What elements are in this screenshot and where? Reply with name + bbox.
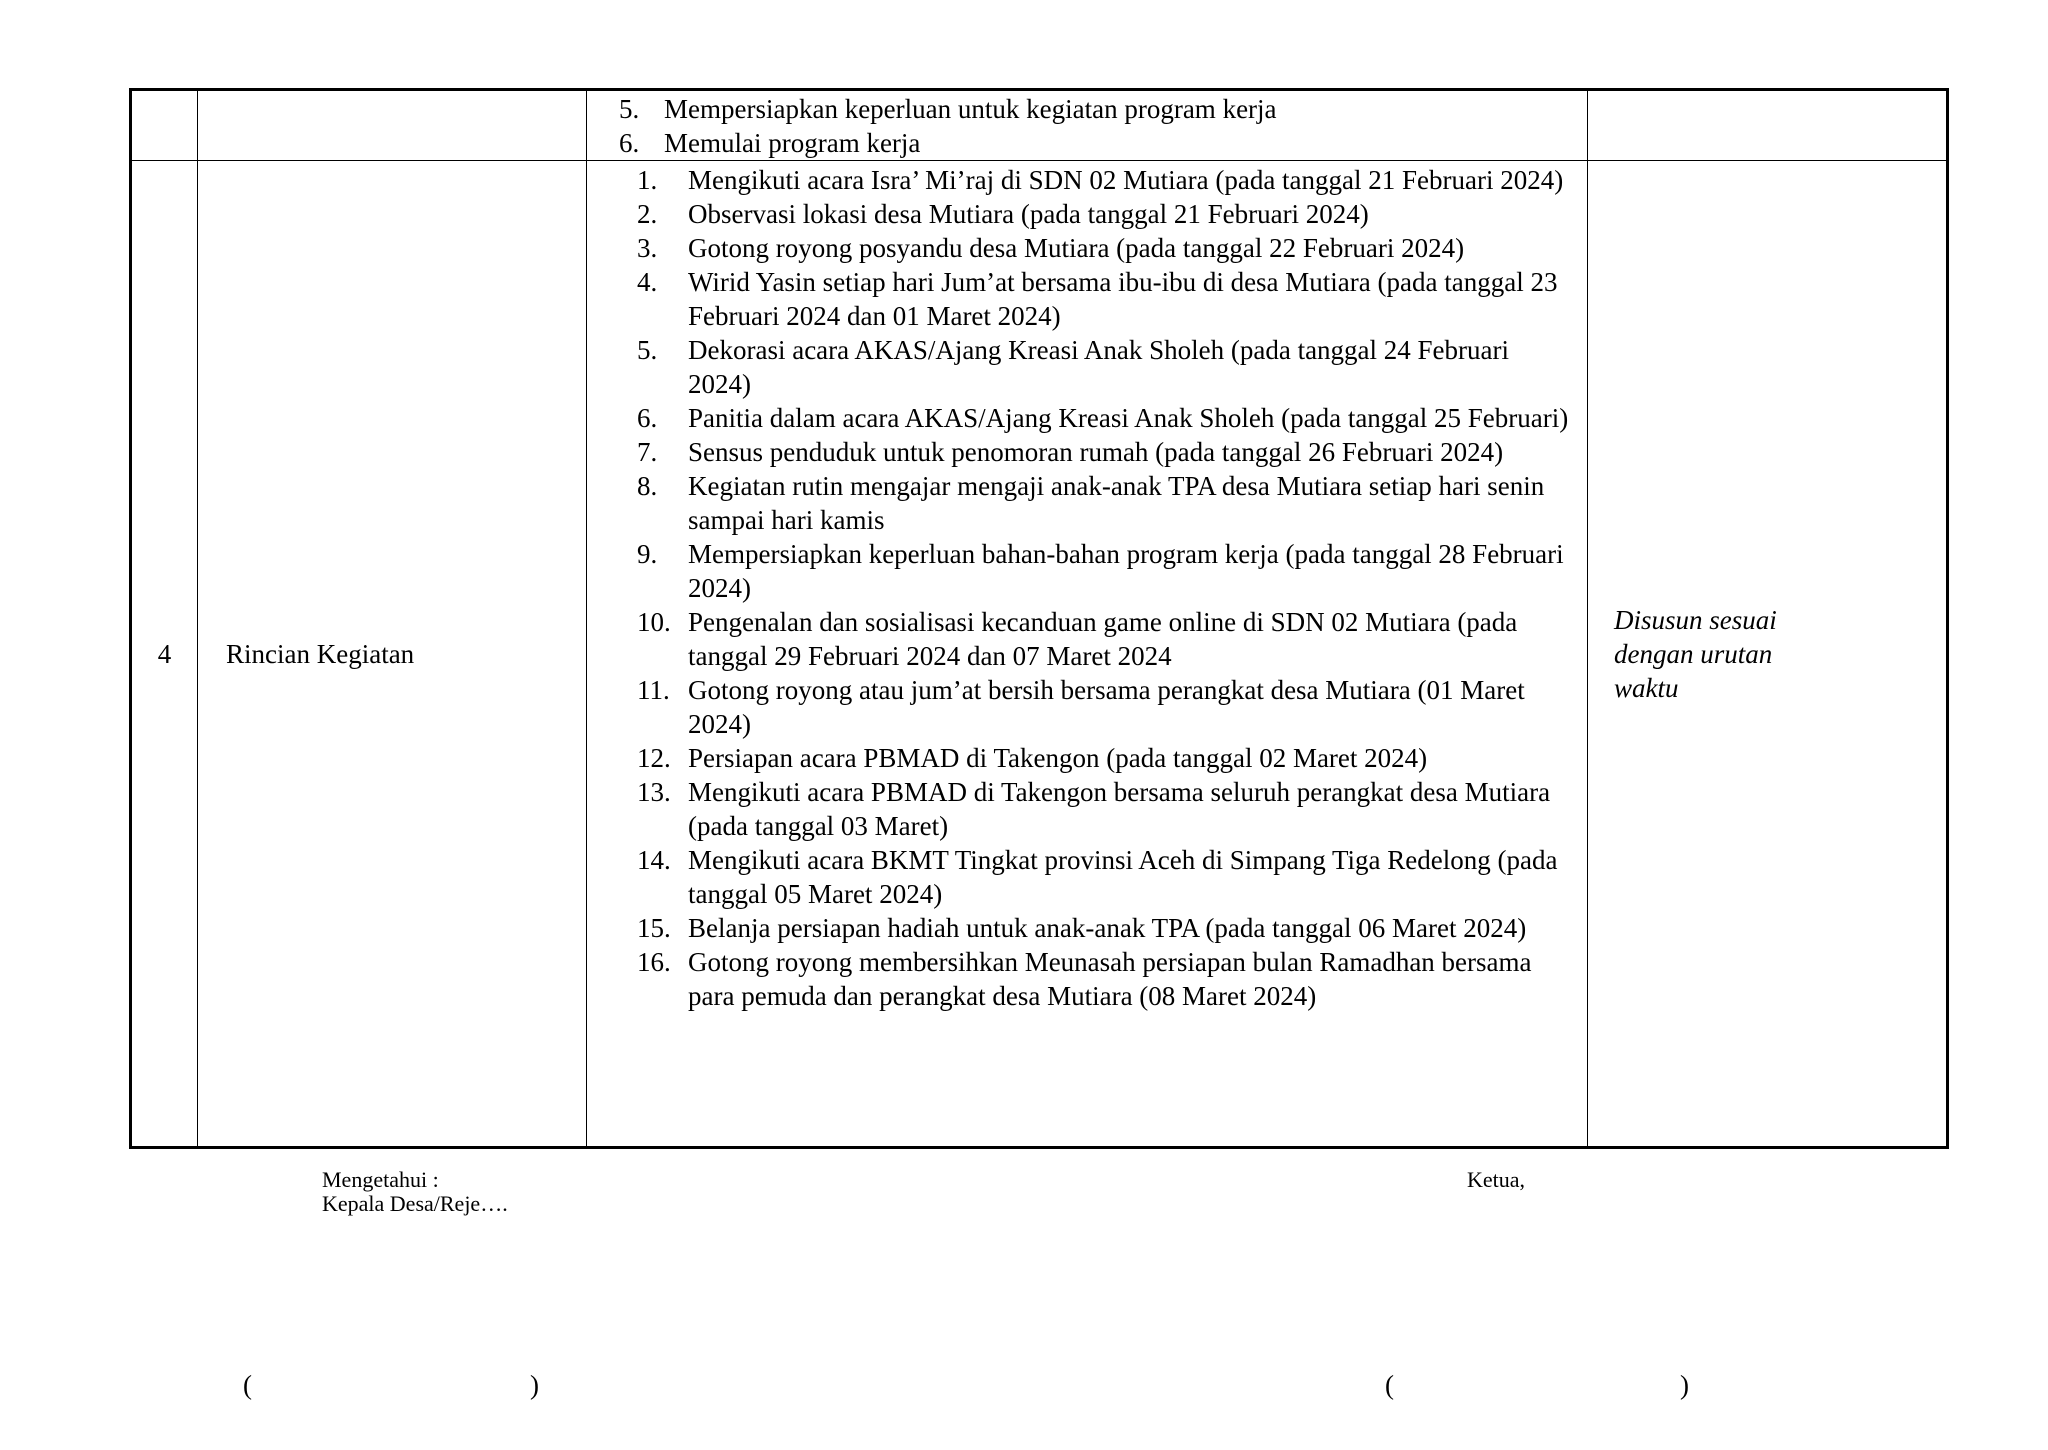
list-item-number: 8. (637, 471, 658, 501)
list-item (587, 843, 1577, 911)
list-item-text: Mengikuti acara PBMAD di Takengon bersama seluruh perangkat desa Mutiara (pada tanggal 03 Maret) (688, 777, 1551, 841)
list-item (587, 469, 1577, 537)
list-item-text: Persiapan acara PBMAD di Takengon (pada tanggal 02 Maret 2024) (688, 743, 1428, 773)
list-item-number: 14. (637, 845, 671, 875)
list-item-text: Kegiatan rutin mengajar mengaji anak-anak TPA desa Mutiara setiap hari senin sampai hari kamis (688, 471, 1545, 535)
note-cell (1588, 161, 1948, 1148)
list-item-number: 9. (637, 539, 658, 569)
list-item-text: Gotong royong posyandu desa Mutiara (pada tanggal 22 Februari 2024) (688, 233, 1465, 263)
list-item-text: Sensus penduduk untuk penomoran rumah (pada tanggal 26 Februari 2024) (688, 437, 1504, 467)
list-item (587, 945, 1577, 1013)
activity-table (129, 88, 1949, 1149)
list-item (587, 265, 1577, 333)
chairman-label: Ketua, (1467, 1167, 1526, 1192)
table-row (131, 90, 1948, 161)
list-item (587, 333, 1577, 401)
list-item-text: Panitia dalam acara AKAS/Ajang Kreasi Anak Sholeh (pada tanggal 25 Februari) (688, 403, 1569, 433)
steps-list (587, 92, 1587, 160)
list-item (587, 126, 1587, 160)
table-row (131, 161, 1948, 1148)
list-item-number: 12. (637, 743, 671, 773)
left-signature-open-paren: ( (243, 1370, 252, 1400)
right-signature-open-paren: ( (1385, 1370, 1394, 1400)
list-item-text: Mengikuti acara Isra’ Mi’raj di SDN 02 Mutiara (pada tanggal 21 Februari 2024) (688, 165, 1564, 195)
activities-list (587, 163, 1577, 1013)
list-item-text: Observasi lokasi desa Mutiara (pada tanggal 21 Februari 2024) (688, 199, 1369, 229)
list-item-number: 4. (637, 267, 658, 297)
list-item (587, 401, 1577, 435)
list-item-number: 15. (637, 913, 671, 943)
list-item (587, 537, 1577, 605)
activities-cell (587, 161, 1588, 1148)
list-item (587, 163, 1577, 197)
list-item-number: 16. (637, 947, 671, 977)
signature-left-block (322, 1168, 508, 1216)
row-number-cell: 4 (131, 161, 198, 1148)
list-item-text: Mempersiapkan keperluan untuk kegiatan program kerja (664, 94, 1277, 124)
steps-cell (587, 90, 1588, 161)
list-item (587, 92, 1587, 126)
list-item (587, 673, 1577, 741)
list-item (587, 741, 1577, 775)
list-item-text: Wirid Yasin setiap hari Jum’at bersama ibu-ibu di desa Mutiara (pada tanggal 23 Februari 2024 dan 01 Maret 2024) (688, 267, 1558, 331)
list-item-text: Belanja persiapan hadiah untuk anak-anak TPA (pada tanggal 06 Maret 2024) (688, 913, 1527, 943)
list-item-number: 6. (637, 403, 658, 433)
list-item-number: 5. (637, 335, 658, 365)
list-item-number: 10. (637, 607, 671, 637)
village-head-label: Kepala Desa/Reje…. (322, 1191, 508, 1216)
right-signature-close-paren: ) (1680, 1370, 1689, 1400)
list-item-number: 5. (619, 94, 640, 124)
list-item-text: Mengikuti acara BKMT Tingkat provinsi Aceh di Simpang Tiga Redelong (pada tanggal 05 Maret 2024) (688, 845, 1558, 909)
row-number-cell (131, 90, 198, 161)
list-item-text: Gotong royong membersihkan Meunasah persiapan bulan Ramadhan bersama para pemuda dan perangkat desa Mutiara (08 Maret 2024) (688, 947, 1532, 1011)
list-item-number: 11. (637, 675, 670, 705)
list-item (587, 605, 1577, 673)
note-cell (1588, 90, 1948, 161)
list-item (587, 775, 1577, 843)
list-item (587, 231, 1577, 265)
list-item-number: 3. (637, 233, 658, 263)
acknowledgement-label: Mengetahui : (322, 1167, 439, 1192)
list-item-number: 7. (637, 437, 658, 467)
list-item-text: Memulai program kerja (664, 128, 921, 158)
signature-right-block (1467, 1168, 1525, 1192)
list-item-number: 1. (637, 165, 658, 195)
list-item (587, 197, 1577, 231)
list-item (587, 911, 1577, 945)
list-item (587, 435, 1577, 469)
item-cell: Rincian Kegiatan (198, 161, 587, 1148)
list-item-text: Gotong royong atau jum’at bersih bersama perangkat desa Mutiara (01 Maret 2024) (688, 675, 1525, 739)
note-text: Disusun sesuai dengan urutan waktu (1614, 604, 1777, 703)
left-signature-close-paren: ) (530, 1370, 539, 1400)
list-item-text: Dekorasi acara AKAS/Ajang Kreasi Anak Sholeh (pada tanggal 24 Februari 2024) (688, 335, 1510, 399)
item-cell (198, 90, 587, 161)
list-item-text: Pengenalan dan sosialisasi kecanduan game online di SDN 02 Mutiara (pada tanggal 29 Februari 2024 dan 07 Maret 2024 (688, 607, 1518, 671)
list-item-number: 6. (619, 128, 640, 158)
list-item-number: 13. (637, 777, 671, 807)
list-item-number: 2. (637, 199, 658, 229)
list-item-text: Mempersiapkan keperluan bahan-bahan program kerja (pada tanggal 28 Februari 2024) (688, 539, 1564, 603)
